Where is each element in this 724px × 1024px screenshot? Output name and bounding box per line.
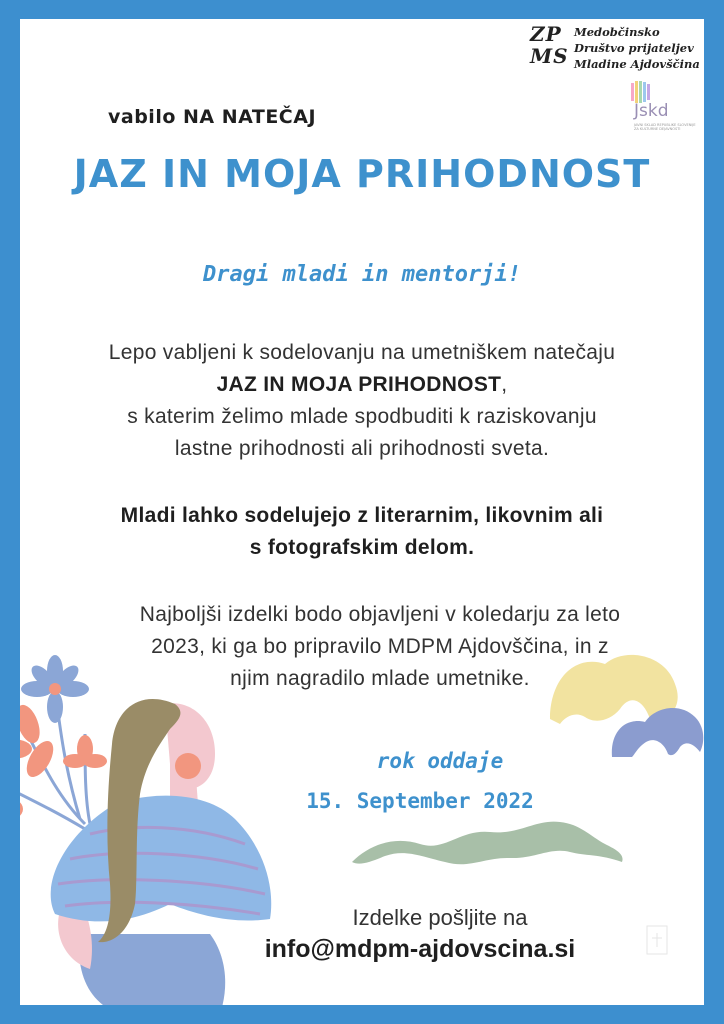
intro-line-3: s katerim želimo mlade spodbuditi k raziskovanju: [127, 405, 597, 428]
prize-line-2: 2023, ki ga bo pripravilo MDPM Ajdovščina, in z: [151, 635, 609, 658]
jskd-logo-text: Jskd: [634, 101, 669, 121]
intro-line-2: [20, 369, 704, 401]
intro-contest-title: JAZ IN MOJA PRIHODNOST: [216, 373, 502, 396]
greeting: Dragi mladi in mentorji!: [203, 262, 521, 287]
jskd-logo-icon: [628, 81, 652, 103]
contact-email-link[interactable]: info@mdpm-ajdovscina.si: [264, 935, 576, 963]
zpms-logo-top: ZP: [530, 22, 562, 46]
prize-line-1: Najboljši izdelki bodo objavljeni v koledarju za leto: [139, 603, 621, 626]
participation-line-2: s fotografskim delom.: [249, 536, 475, 559]
intro-line-1: Lepo vabljeni k sodelovanju na umetniškem natečaju: [108, 341, 616, 364]
send-instruction: Izdelke pošljite na: [352, 905, 528, 930]
intro-line-4: lastne prihodnosti ali prihodnosti sveta.: [174, 437, 550, 460]
intro-paragraph: [20, 337, 704, 465]
prize-line-3: njim nagradilo mlade umetnike.: [230, 667, 530, 690]
poster: [20, 19, 704, 1005]
green-wave-shape: [350, 814, 630, 874]
org-name-line2: Društvo prijateljev: [574, 41, 694, 55]
intro-comma: ,: [501, 373, 508, 396]
org-name-line3: Mladine Ajdovščina: [574, 57, 700, 71]
prize-paragraph: [60, 599, 700, 695]
participation-line-1: Mladi lahko sodelujejo z literarnim, likovnim ali: [120, 504, 604, 527]
invitation-label: vabilo NA NATEČAJ: [108, 106, 317, 128]
deadline-date: 15. September 2022: [306, 789, 534, 813]
org-name-line1: Medobčinsko: [574, 25, 660, 39]
contest-title: JAZ IN MOJA PRIHODNOST: [73, 152, 651, 196]
deadline-label: rok oddaje: [376, 749, 504, 773]
organization-name: [574, 24, 704, 72]
watermark-icon: [646, 925, 668, 955]
participation-paragraph: [20, 500, 704, 564]
jskd-logo-subtitle: JAVNI SKLAD REPUBLIKE SLOVENIJE ZA KULTURNE DEJAVNOSTI: [634, 123, 696, 131]
zpms-logo-bottom: MS: [530, 44, 569, 68]
